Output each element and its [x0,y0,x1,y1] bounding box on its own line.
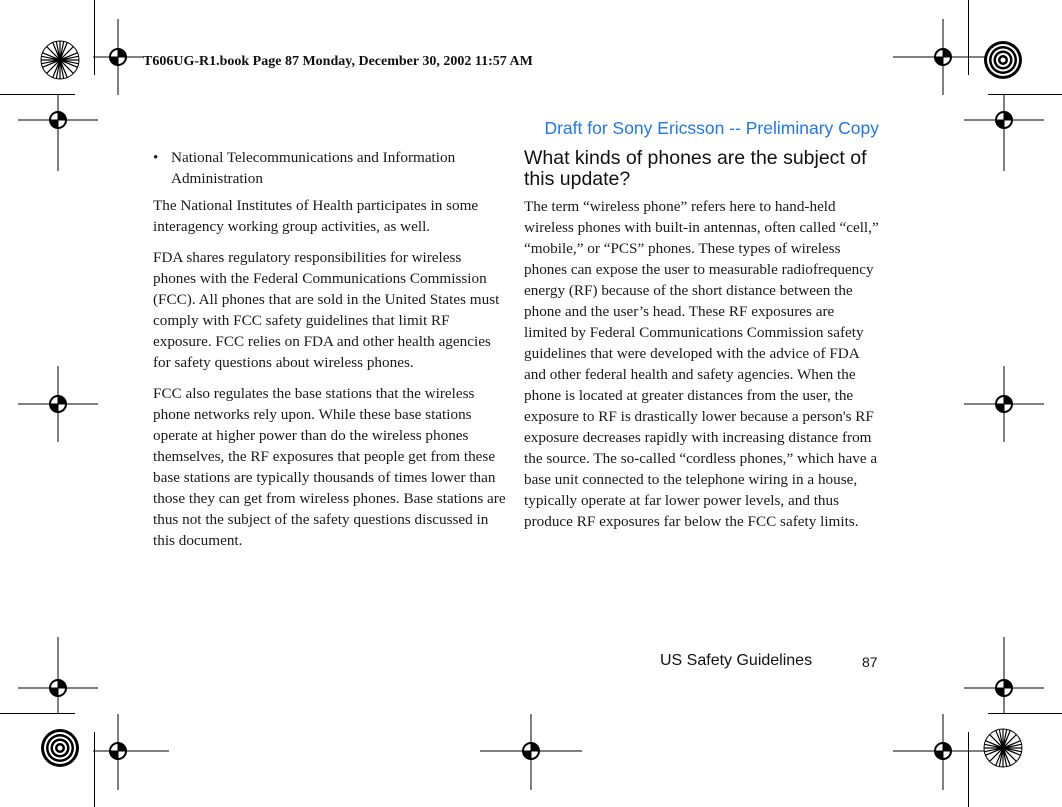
footer-section-title: US Safety Guidelines [660,652,813,669]
right-column [524,148,880,542]
concentric-target-icon [40,728,80,768]
left-column [153,147,506,561]
registration-mark-icon [893,714,993,790]
paragraph: FCC also regulates the base stations that the wireless phone networks rely upon. While these base stations operate at higher power than do the wireless phones themselves, the RF exposures that people get from these base stations are typically thousands of times lower than those they can get from wireless phones. Base stations are thus not the subject of the safety questions discussed in this document. [153,385,506,549]
registration-mark-icon [18,366,98,442]
registration-mark-icon [93,19,143,95]
concentric-target-icon [983,40,1023,80]
registration-mark-icon [93,714,169,790]
bullet-text: National Telecommunications and Information Administration [171,149,456,187]
registration-mark-icon [480,714,582,790]
print-stamp: T606UG-R1.book Page 87 Monday, December 30, 2002 11:57 AM [143,54,533,69]
starburst-target-icon [40,40,80,80]
registration-mark-icon [18,95,98,171]
bullet-dot-icon: • [153,149,159,166]
registration-mark-icon [964,637,1044,713]
bullet-item [153,147,506,189]
registration-mark-icon [964,366,1044,442]
registration-mark-icon [964,95,1044,171]
draft-notice: Draft for Sony Ericsson -- Preliminary Copy [544,118,879,138]
starburst-target-icon [983,728,1023,768]
crop-mark-line [988,713,1062,714]
registration-mark-icon [18,637,98,713]
paragraph: The term “wireless phone” refers here to hand-held wireless phones with built-in antennas, often called “cell,” “mobile,” or “PCS” phones. These types of wireless phones can expose the user to measurable radiofrequency energy (RF) because of the short distance between the phone and the user’s head. These RF exposures are limited by Federal Communications Commission safety guidelines that were developed with the advice of FDA and other federal health and safety agencies. When the phone is located at greater distances from the user, the exposure to RF is drastically lower because a person's RF exposure decreases rapidly with increasing distance from the source. The so-called “cordless phones,” which have a base unit connected to the telephone wiring in a house, typically operate at far lower power levels, and thus produce RF exposures far below the FCC safety limits. [524,198,879,530]
section-heading: What kinds of phones are the subject of this update? [524,147,867,190]
registration-mark-icon [893,19,993,95]
paragraph: The National Institutes of Health participates in some interagency working group activities, as well. [153,197,479,235]
paragraph: FDA shares regulatory responsibilities for wireless phones with the Federal Communications Commission (FCC). All phones that are sold in the United States must comply with FCC safety guidelines that limit RF exposure. FCC relies on FDA and other health agencies for safety questions about wireless phones. [153,249,500,371]
crop-mark-line [0,713,75,714]
page-number: 87 [862,654,878,670]
